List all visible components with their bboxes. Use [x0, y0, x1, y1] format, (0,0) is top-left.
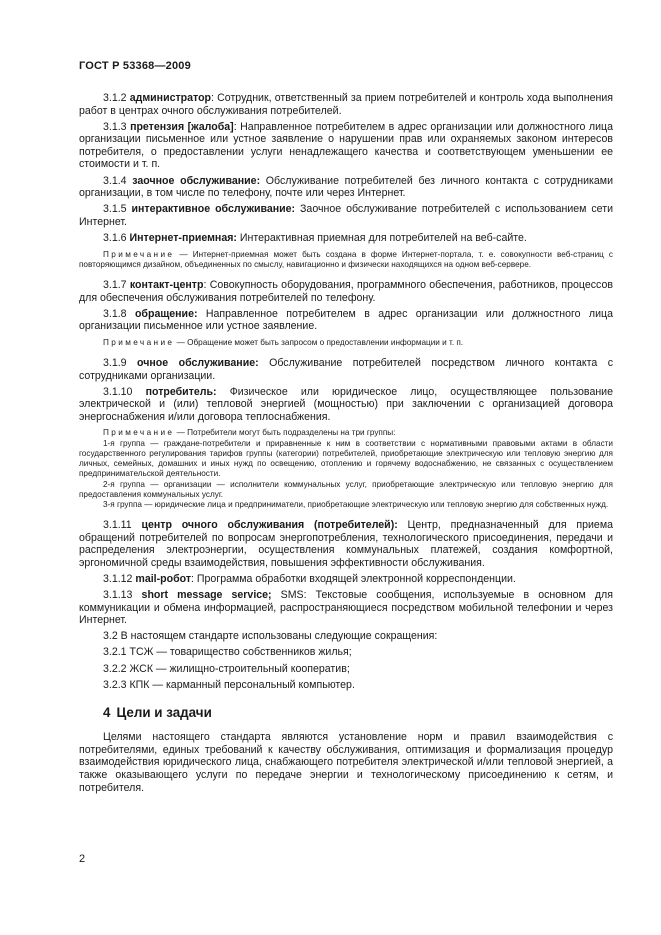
note-group-item: 3-я группа — юридические лица и предприниматели, приобретающие электрическую или тепловую энергию для собственных нужд. [103, 499, 609, 509]
note-block [79, 338, 613, 348]
page-number: 2 [79, 853, 86, 865]
definition-paragraph: 3.1.5 интерактивное обслуживание: Заочное обслуживание потребителей с использованием сети Интернет. [79, 203, 613, 228]
definition-term: центр очного обслуживания (потребителей): [141, 519, 398, 532]
definition-term: mail-робот [135, 572, 192, 585]
definition-paragraph: 3.1.8 обращение: Направленное потребителем в адрес организации или должностного лица организации письменное или устное заявление. [79, 307, 613, 333]
definition-paragraph: 3.1.12 mail-робот: Программа обработки входящей электронной корреспонденции. [103, 572, 516, 585]
note-block [79, 250, 613, 270]
note-group-item: 1-я группа — граждане-потребители и приравненные к ним в соответствии с нормативными правовыми актами в области государственного регулирования тарифов группы (категории) потребителей, приобретающие электрическую или тепловую энергию для личных, семейных, домашних и иных нужд по освещению, отоплению и горячему водоснабжению, не связанных с осуществлением предпринимательской деятельности. [79, 438, 613, 479]
definition-paragraph: 3.1.2 администратор: Сотрудник, ответственный за прием потребителей и контроль хода выполнения работ в центрах очного обслуживания потребителей. [79, 92, 613, 117]
definition-paragraph: 3.1.13 short message service; SMS: Текстовые сообщения, используемые в основном для коммуникации и обмена информацией, распространяющиеся посредством мобильной телефонии и через Интернет. [79, 589, 613, 627]
note-label: Примечание [103, 337, 175, 347]
definition-term: потребитель: [145, 385, 217, 398]
note-paragraph: Примечание — Обращение может быть запросом о предоставлении информации и т. п. [103, 337, 464, 347]
section-heading [103, 705, 613, 720]
definition-term: претензия [жалоба] [130, 120, 234, 133]
definition-paragraph: 3.1.3 претензия [жалоба]: Направленное потребителем в адрес организации или должностного лица организации письменное или устное заявление о нарушении прав или охраняемых законом интересов потребителя, о предоставлении услуги ненадлежащего качества и соответствующем уменьшении ее стоимости и т. п. [79, 120, 613, 171]
definition-term: Интернет-приемная: [129, 231, 237, 244]
definition-paragraph: 3.1.6 Интернет-приемная: Интерактивная приемная для потребителей на веб-сайте. [103, 231, 527, 244]
note-label: Примечание [103, 249, 175, 259]
abbreviation-item: 3.2.1 ТСЖ — товарищество собственников жилья; [103, 646, 352, 659]
definition-term: short message service; [141, 589, 272, 602]
definition-paragraph: 3.1.11 центр очного обслуживания (потребителей): Центр, предназначенный для приема обращений потребителей по вопросам энергопотребления, технологического присоединения, передачи и распределения электроэнергии, осуществления коммунальных платежей, создания комфортной, эргономичной среды взаимодействия, повышения эффективности обслуживания. [79, 519, 613, 569]
note-paragraph: Примечание — Интернет-приемная может быть создана в форме Интернет-портала, т. е. совокупности веб-страниц с повторяющимся дизайном, объединенных по смыслу, навигационно и физически находящихся на одном веб-сервере. [79, 249, 613, 269]
section-title: Цели и задачи [116, 705, 212, 721]
note-label: Примечание [103, 428, 175, 438]
note-paragraph: Примечание — Потребители могут быть подразделены на три группы: [103, 428, 396, 438]
definition-term: заочное обслуживание: [132, 174, 261, 187]
abbreviation-item: 3.2.3 КПК — карманный персональный компьютер. [103, 678, 355, 691]
abbreviations-intro: 3.2 В настоящем стандарте использованы следующие сокращения: [103, 630, 438, 643]
abbreviation-item: 3.2.2 ЖСК — жилищно-строительный кооператив; [103, 662, 350, 675]
definition-term: очное обслуживание: [137, 357, 259, 370]
document-header: ГОСТ Р 53368—2009 [79, 60, 191, 72]
definition-paragraph: 3.1.10 потребитель: Физическое или юридическое лицо, осуществляющее пользование электрической и (или) тепловой энергией (мощностью) при заключении с организацией договора энергоснабжения и/или договора теплоснабжения. [79, 385, 613, 423]
definition-term: контакт-центр [129, 278, 204, 291]
definition-term: интерактивное обслуживание: [131, 203, 296, 216]
note-block [79, 428, 613, 510]
definition-paragraph: 3.1.9 очное обслуживание: Обслуживание потребителей посредством личного контакта с сотрудниками организации. [79, 357, 613, 382]
section-number: 4 [103, 705, 111, 721]
definition-term: обращение: [134, 307, 198, 320]
definition-paragraph: 3.1.4 заочное обслуживание: Обслуживание потребителей без личного контакта с сотрудниками организации, в том числе по телефону, почте или через Интернет. [79, 174, 614, 200]
note-group-item: 2-я группа — организации — исполнители коммунальных услуг, приобретающие электрическую или тепловую энергию для предоставления коммунальных услуг. [79, 479, 613, 499]
page-content [79, 92, 613, 798]
section-paragraph: Целями настоящего стандарта являются установление норм и правил взаимодействия с потребителями, единых требований к качеству обслуживания, оптимизация и формализация процедур взаимодействия юридического лица, снабжающего потребителя электрической и/или тепловой энергией, а также оказывающего услуги по передаче энергии и технологическому присоединению к сетям, и потребителя. [79, 731, 613, 794]
definition-paragraph: 3.1.7 контакт-центр: Совокупность оборудования, программного обеспечения, работников, процессов для обеспечения обслуживания потребителей по телефону. [79, 278, 613, 304]
definition-term: администратор [129, 92, 212, 104]
